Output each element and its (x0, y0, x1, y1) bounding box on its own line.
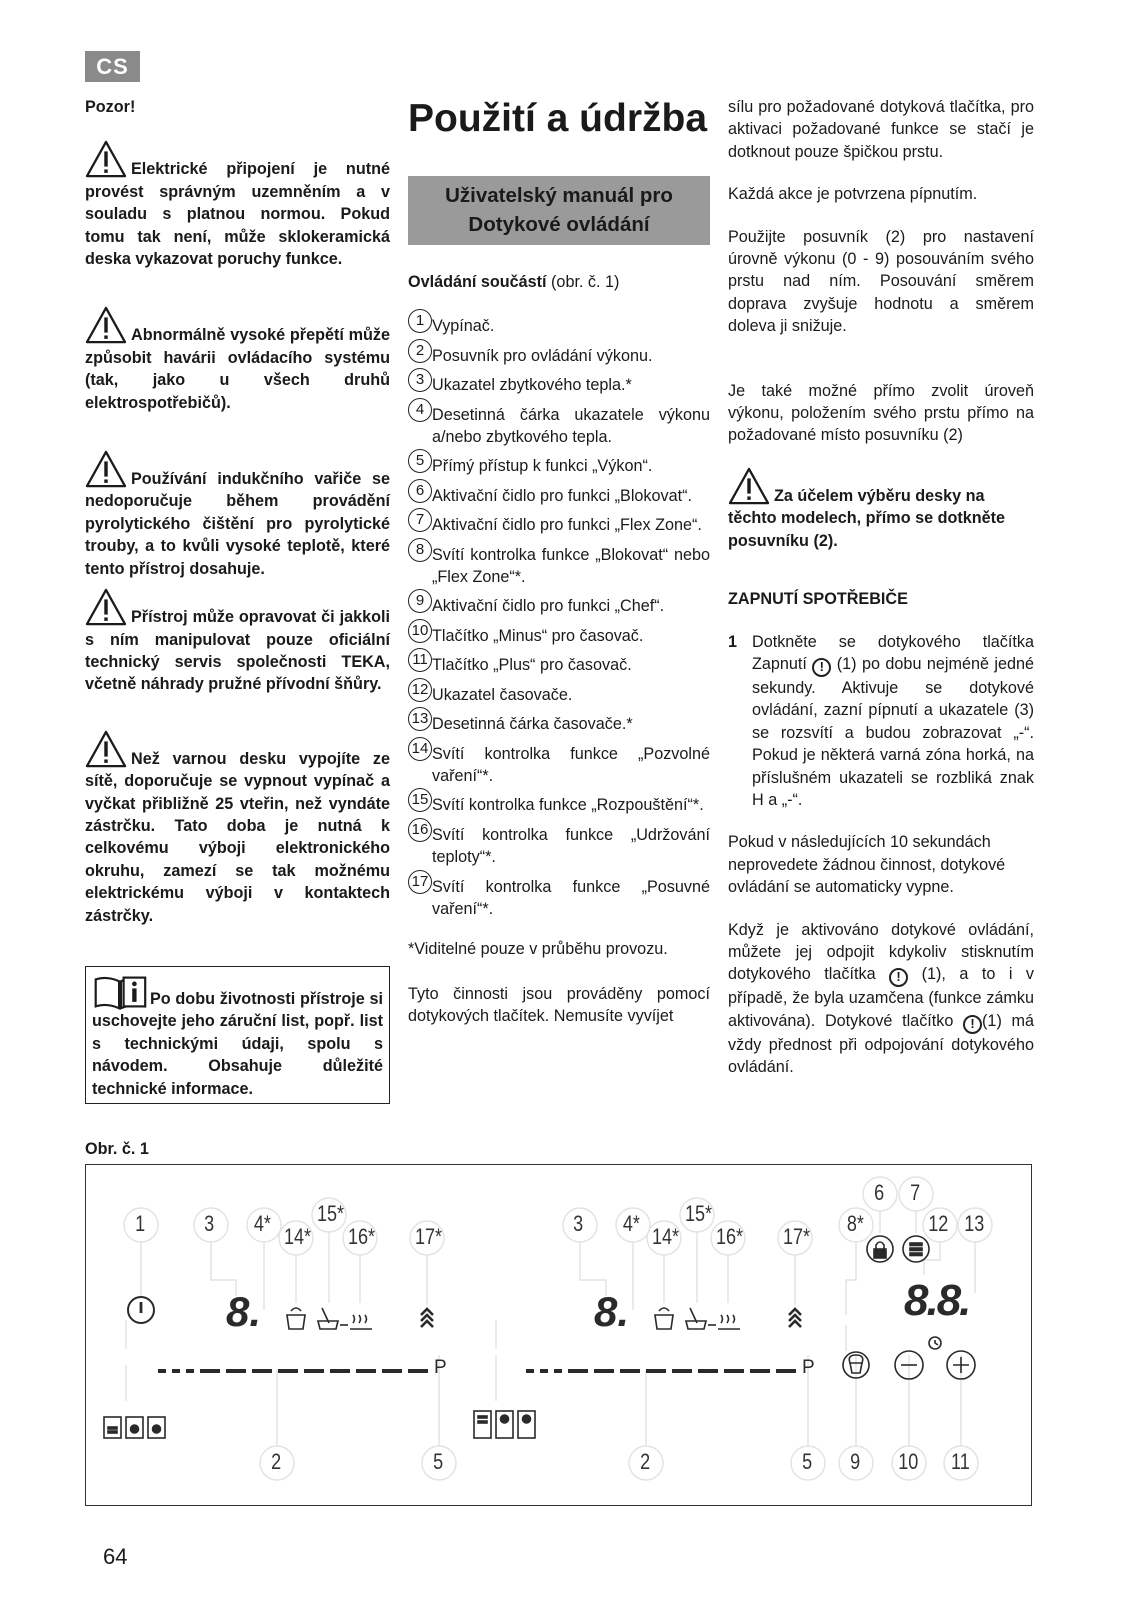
label-14: 14* (651, 1224, 680, 1249)
component-item (408, 371, 710, 396)
component-number: 14 (408, 737, 432, 761)
language-badge: CS (85, 51, 140, 82)
component-item (408, 312, 710, 337)
warning-triangle-icon (85, 588, 127, 626)
paragraph: Pokud v následujících 10 sekundách neprovedete žádnou činnost, dotykové ovládání se automaticky vypne. (728, 833, 1006, 897)
warning-pyrolytic (85, 450, 390, 580)
component-number: 4 (408, 398, 432, 422)
label-7: 7 (910, 1180, 921, 1205)
label-15: 15* (684, 1201, 713, 1226)
label-16: 16* (347, 1224, 376, 1249)
components-heading (408, 271, 710, 293)
component-text: Vypínač. (432, 317, 495, 336)
paragraph: Použijte posuvník (2) pro nastavení úrovně výkonu (0 - 9) posouváním svého prstu nad ním. Posouvání směrem doprava zvyšuje hodnotu a směrem doleva ji snižuje. (728, 227, 1034, 336)
label-3: 3 (573, 1211, 584, 1236)
component-text: Aktivační čidlo pro funkci „Flex Zone“. (432, 516, 702, 535)
component-number: 2 (408, 339, 432, 363)
timer-display: 8.8. (904, 1276, 970, 1325)
label-8: 8* (846, 1211, 864, 1236)
warning-electrical (85, 140, 390, 270)
label-9: 9 (850, 1449, 861, 1474)
control-panel-drawing (86, 1165, 1033, 1507)
label-17: 17* (782, 1224, 811, 1249)
label-13: 13 (964, 1211, 985, 1236)
component-text: Přímý přístup k funkci „Výkon“. (432, 457, 653, 476)
component-text: Posuvník pro ovládání výkonu. (432, 346, 653, 365)
power-display-left: 8. (226, 1288, 262, 1335)
paragraph-text: (1) má vždy přednost při odpojování dotykového ovládání. (728, 1011, 1034, 1077)
component-item (408, 400, 710, 449)
warning-unplug (85, 730, 390, 927)
warning-overvoltage (85, 306, 390, 414)
component-item (408, 820, 710, 869)
component-number: 9 (408, 589, 432, 613)
manual-info-icon (92, 974, 148, 1010)
warnings-heading: Pozor! (85, 98, 136, 116)
warning-triangle-icon (85, 450, 127, 488)
warning-triangle-icon (85, 140, 127, 178)
component-number: 17 (408, 870, 432, 894)
power-icon: ! (889, 968, 908, 987)
label-3: 3 (204, 1211, 215, 1236)
label-6: 6 (874, 1180, 885, 1205)
label-17: 17* (414, 1224, 443, 1249)
warning-text: Používání indukčního vařiče se nedoporučuje během provádění pyrolytického čištění pro pyrolytické trouby, a to kvůli vysoké teplotě, které tento přístroj dosahuje. (85, 470, 390, 578)
component-text: Svítí kontrolka funkce „Udržování teploty“*. (432, 825, 710, 867)
component-number: 7 (408, 508, 432, 532)
components-heading-text: Ovládání součástí (408, 273, 547, 291)
pot-icon-right (655, 1315, 673, 1329)
page-number: 64 (103, 1544, 128, 1569)
zone-selector-left[interactable] (104, 1417, 165, 1438)
component-number: 15 (408, 788, 432, 812)
component-text: Ukazatel časovače. (432, 685, 573, 704)
label-1: 1 (135, 1211, 146, 1236)
component-text: Svítí kontrolka funkce „Rozpouštění“*. (432, 796, 704, 815)
paragraph: Každá akce je potvrzena pípnutím. (728, 185, 978, 204)
component-item (408, 592, 710, 617)
component-item (408, 540, 710, 589)
component-item (408, 621, 710, 647)
component-text: Desetinná čárka ukazatele výkonu a/nebo zbytkového tepla. (432, 405, 710, 447)
paragraph-text: Když je aktivováno dotykové ovládání, můžete jej odpojit kdykoliv stisknutím dotykového tlačítka (728, 920, 1034, 984)
info-box (85, 966, 390, 1104)
label-15: 15* (316, 1201, 345, 1226)
section-subtitle-box (408, 176, 710, 245)
component-number: 13 (408, 707, 432, 731)
component-number: 12 (408, 678, 432, 702)
instructions-column (728, 96, 1034, 1079)
label-5: 5 (433, 1449, 444, 1474)
figure-label: Obr. č. 1 (85, 1140, 149, 1158)
zone-selector-right[interactable] (474, 1411, 535, 1438)
components-list (408, 312, 710, 920)
subtitle-line: Dotykové ovládání (468, 213, 650, 236)
component-item (408, 791, 710, 816)
component-item (408, 680, 710, 706)
step-text: Dotkněte se dotykového tlačítka Zapnutí (752, 632, 1034, 673)
page-title: Použití a údržba (408, 97, 708, 140)
components-ref: (obr. č. 1) (546, 273, 620, 291)
section-heading: ZAPNUTÍ SPOTŘEBIČE (728, 590, 908, 609)
sliding-cooking-icon-left (421, 1309, 433, 1327)
component-item (408, 651, 710, 676)
component-text: Aktivační čidlo pro funkci „Blokovat“. (432, 486, 693, 505)
power-icon: ! (812, 658, 831, 677)
component-item (408, 481, 710, 507)
component-number: 10 (408, 619, 432, 643)
warning-slider (728, 467, 1034, 552)
component-item (408, 511, 710, 536)
label-12: 12 (928, 1211, 949, 1236)
warning-text: Přístroj může opravovat či jakkoli s ním manipulovat pouze oficiální technický servis společnosti TEKA, včetně náhrady pružné přívodní šňůry. (85, 608, 390, 694)
component-item (408, 710, 710, 735)
component-text: Svítí kontrolka funkce „Posuvné vaření“*. (432, 877, 710, 918)
pot-icon-left (287, 1315, 305, 1329)
component-number: 3 (408, 368, 432, 392)
footnote: *Viditelné pouze v průběhu provozu. (408, 940, 668, 959)
label-4: 4* (253, 1211, 271, 1236)
label-14: 14* (283, 1224, 312, 1249)
paragraph: Je také možné přímo zvolit úroveň výkonu, položením svého prstu přímo na požadované místo posuvníku (2) (728, 381, 1034, 445)
paragraph-text: (1), a to i v případě, že byla uzamčena (funkce zámku aktivována). Dotykové tlačítko (728, 965, 1035, 1030)
warning-text: Elektrické připojení je nutné provést správným uzemněním a v souladu s platnou normou. Pokud tomu tak není, může sklokeramická deska vykazovat poruchy funkce. (85, 160, 390, 269)
label-5: 5 (802, 1449, 813, 1474)
component-number: 5 (408, 449, 432, 473)
paragraph (728, 919, 1034, 1079)
component-number: 16 (408, 818, 432, 842)
step-1 (728, 631, 1034, 812)
warning-triangle-icon (85, 730, 127, 768)
label-2: 2 (640, 1449, 651, 1474)
warning-service (85, 588, 390, 696)
label-2: 2 (271, 1449, 282, 1474)
warning-text: Než varnou desku vypojíte ze sítě, doporučuje se vypnout vypínač a vyčkat přibližně 25 vteřin, než vyndáte zástrčku. Tato doba je nutná k celkovému výboji elektronického okruhu, zamezí se tak možnému elektrickému výboji v kontaktech zástrčky. (85, 749, 390, 925)
step-number: 1 (728, 632, 738, 651)
subtitle-line: Uživatelský manuál pro (445, 184, 673, 207)
component-number: 8 (408, 538, 432, 562)
keep-warm-icon-right (718, 1315, 740, 1329)
keep-warm-icon-left (350, 1315, 372, 1329)
component-item (408, 872, 710, 921)
label-4: 4* (622, 1211, 640, 1236)
component-text: Svítí kontrolka funkce „Pozvolné vaření“*. (432, 744, 710, 785)
component-number: 6 (408, 479, 432, 503)
info-text: Po dobu životnosti přístroje si uschovejte jeho záruční list, popř. list s technickými údaji, spolu s návodem. Obsahuje důležité technické informace. (92, 990, 383, 1098)
warnings-column (85, 96, 390, 927)
power-slider-left (158, 1369, 428, 1373)
warning-text: Za účelem výběru desky na těchto modelech, přímo se dotkněte posuvníku (2). (728, 486, 1006, 550)
component-text: Ukazatel zbytkového tepla.* (432, 376, 632, 395)
component-text: Tlačítko „Plus“ pro časovač. (432, 656, 632, 675)
component-text: Desetinná čárka časovače.* (432, 715, 633, 734)
paragraph: sílu pro požadované dotyková tlačítka, pro aktivaci požadované funkce se stačí je dotknout pouze špičkou prstu. (728, 98, 1034, 161)
power-display-right: 8. (594, 1288, 630, 1335)
slider-power-boost-left: P (434, 1357, 447, 1378)
warning-triangle-icon (728, 467, 770, 505)
label-10: 10 (898, 1449, 919, 1474)
control-panel-figure (85, 1164, 1032, 1506)
power-slider-right (526, 1369, 796, 1373)
usage-column (408, 96, 710, 1028)
zone-left (128, 1297, 154, 1323)
label-11: 11 (951, 1449, 970, 1474)
component-number: 1 (408, 309, 432, 333)
warning-text: Abnormálně vysoké přepětí může způsobit havárii ovládacího systému (tak, jako u všech druhů elektrospotřebičů). (85, 326, 390, 412)
slider-power-boost-right: P (802, 1357, 815, 1378)
component-item (408, 341, 710, 367)
component-number: 11 (408, 648, 432, 672)
intro-paragraph: Tyto činnosti jsou prováděny pomocí dotykových tlačítek. Nemusíte vyvíjet (408, 984, 710, 1026)
step-text-cont: (1) po dobu nejméně jedné sekundy. Aktivuje se dotykové ovládání, zazní pípnutí a ukazatele (3) se rozsvítí a budou zobrazovat „-“. Pokud je některá varná zóna horká, na příslušném ukazateli se rozbliká znak H a „-“. (752, 654, 1035, 809)
component-text: Tlačítko „Minus“ pro časovač. (432, 626, 644, 645)
sliding-cooking-icon-right (789, 1309, 801, 1327)
component-item (408, 452, 710, 477)
power-icon: ! (963, 1015, 982, 1034)
component-text: Svítí kontrolka funkce „Blokovat“ nebo „Flex Zone“*. (432, 545, 710, 587)
component-item (408, 739, 710, 788)
component-text: Aktivační čidlo pro funkci „Chef“. (432, 597, 665, 616)
label-16: 16* (715, 1224, 744, 1249)
warning-triangle-icon (85, 306, 127, 344)
